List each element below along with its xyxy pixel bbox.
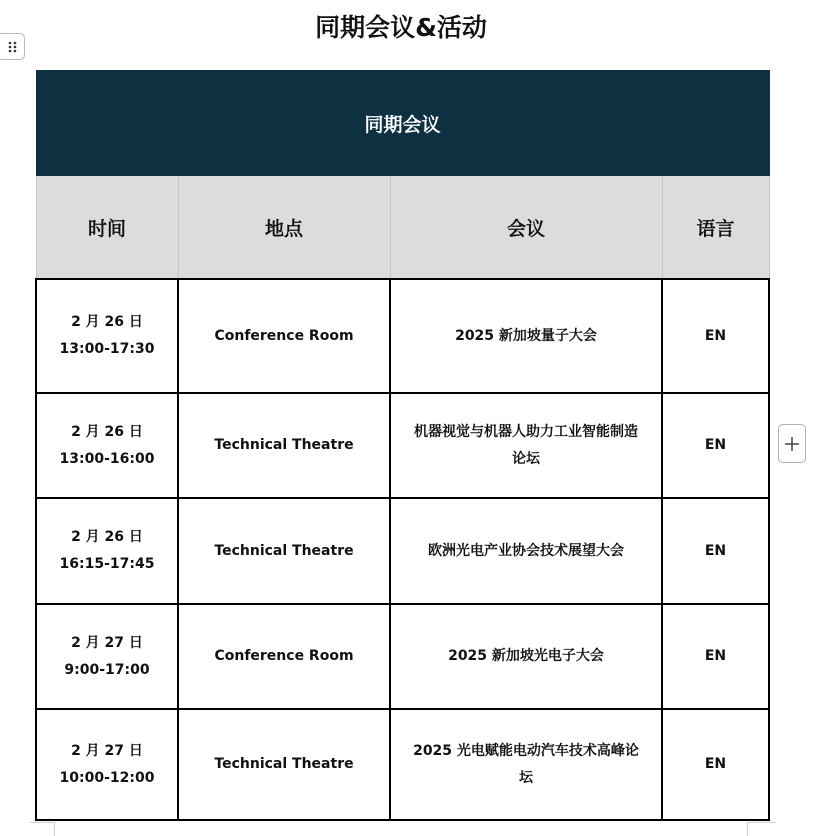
time-cell	[36, 498, 178, 604]
time-cell	[36, 709, 178, 820]
conference-text: 2025 新加坡光电子大会	[448, 648, 604, 664]
conference-text: 2025 光电赋能电动汽车技术高峰论坛	[413, 742, 639, 786]
conference-text: 欧洲光电产业协会技术展望大会	[428, 542, 624, 559]
header-location: 地点	[178, 176, 390, 280]
table-row	[36, 709, 769, 820]
date-text: 2 月 26 日	[71, 529, 143, 545]
conference-cell	[390, 279, 662, 393]
language-cell: EN	[662, 279, 769, 393]
location-cell: Technical Theatre	[178, 393, 390, 498]
conference-cell	[390, 709, 662, 820]
language-cell: EN	[662, 709, 769, 820]
language-cell: EN	[662, 604, 769, 709]
table-banner: 同期会议	[36, 71, 769, 176]
table-row	[36, 279, 769, 393]
location-cell: Conference Room	[178, 279, 390, 393]
conference-cell	[390, 393, 662, 498]
page-edge-left	[30, 822, 55, 836]
conference-text: 2025 新加坡量子大会	[455, 327, 597, 344]
location-cell: Technical Theatre	[178, 709, 390, 820]
date-text: 2 月 26 日	[71, 423, 143, 440]
location-cell: Conference Room	[178, 604, 390, 709]
time-cell	[36, 279, 178, 393]
date-text: 2 月 26 日	[71, 314, 143, 330]
time-text: 9:00-17:00	[64, 661, 150, 678]
drag-handle-icon	[8, 41, 18, 53]
time-cell	[36, 604, 178, 709]
conference-cell	[390, 604, 662, 709]
date-text: 2 月 27 日	[71, 742, 143, 759]
page-edge-right	[747, 822, 776, 836]
table-row	[36, 604, 769, 709]
time-text: 16:15-17:45	[59, 556, 155, 572]
time-text: 13:00-16:00	[59, 450, 155, 467]
location-cell: Technical Theatre	[178, 498, 390, 604]
plus-icon	[784, 436, 800, 452]
header-conference: 会议	[390, 176, 662, 280]
conference-cell	[390, 498, 662, 604]
time-cell	[36, 393, 178, 498]
table-drag-handle[interactable]	[0, 33, 25, 60]
conference-table	[35, 70, 770, 821]
time-text: 13:00-17:30	[59, 341, 155, 357]
date-text: 2 月 27 日	[71, 634, 143, 651]
header-language: 语言	[662, 176, 769, 280]
table-row	[36, 393, 769, 498]
table-row	[36, 498, 769, 604]
conference-text: 机器视觉与机器人助力工业智能制造论坛	[414, 423, 638, 467]
add-column-button[interactable]	[778, 424, 806, 463]
time-text: 10:00-12:00	[59, 769, 155, 786]
language-cell: EN	[662, 498, 769, 604]
page-title: 同期会议&活动	[315, 13, 487, 42]
language-cell: EN	[662, 393, 769, 498]
header-time: 时间	[36, 176, 178, 280]
